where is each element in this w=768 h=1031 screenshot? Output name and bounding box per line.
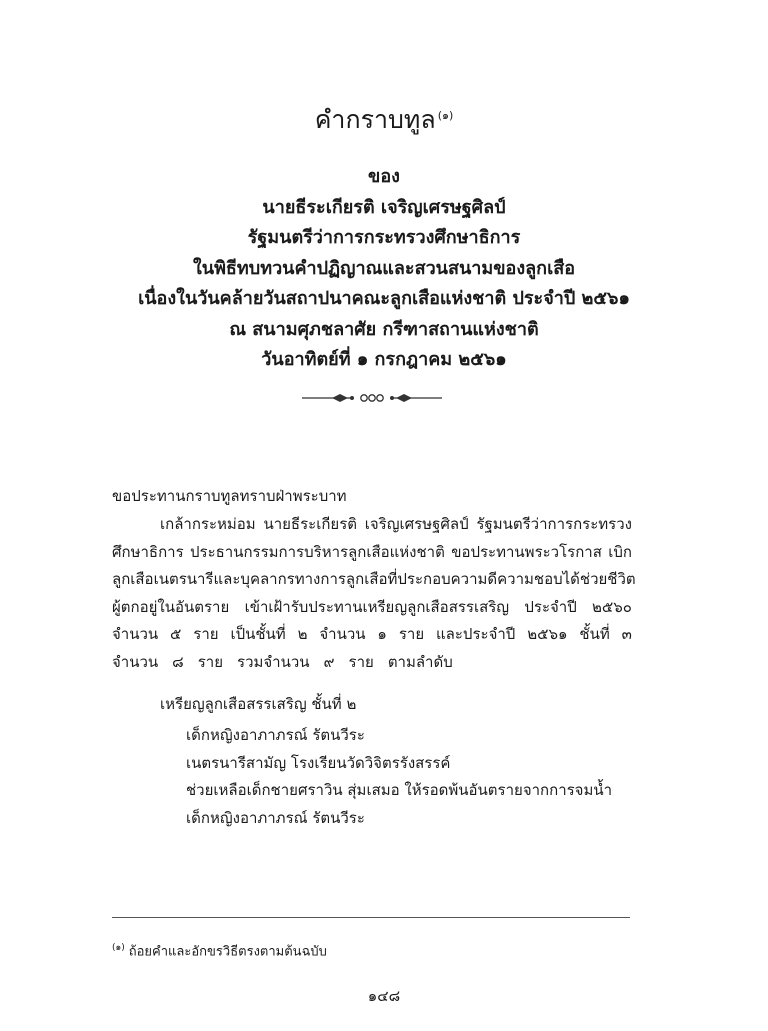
heading-line: รัฐมนตรีว่าการกระทรวงศึกษาธิการ xyxy=(247,227,521,248)
entry-line: เด็กหญิงอาภาภรณ์ รัตนวีระ xyxy=(186,726,365,744)
heading-line: ณ สนามศุภชลาศัย กรีฑาสถานแห่งชาติ xyxy=(229,318,539,340)
paragraph-word: ตามลำดับ xyxy=(387,652,453,671)
footnote-mark: (๑) xyxy=(112,943,125,953)
paragraph-word: ๙ xyxy=(323,652,335,671)
paragraph-word: ราย xyxy=(197,652,224,671)
paragraph-word: เกล้ากระหม่อม xyxy=(160,515,256,533)
paragraph-word: และบุคลากรทางการลูกเสือ xyxy=(213,570,388,588)
paragraph-line xyxy=(112,594,632,622)
page-number: ๑๔๘ xyxy=(367,987,401,1005)
paragraph-word: ราย xyxy=(398,625,425,643)
paragraph-word: ประจำปี xyxy=(524,597,577,616)
paragraph-word: ๒๕๖๐ xyxy=(592,597,632,616)
title-text: คำกราบทูล xyxy=(314,105,436,134)
paragraph-word: รัฐมนตรีว่าการกระทรวง xyxy=(476,515,632,533)
footnote xyxy=(112,938,327,962)
paragraph-word: จำนวน xyxy=(112,652,159,671)
heading-line: วันอาทิตย์ที่ ๑ กรกฎาคม ๒๕๖๑ xyxy=(261,349,507,370)
paragraph-word: เป็นชั้นที่ xyxy=(230,625,286,643)
paragraph-word: นายธีระเกียรติ xyxy=(263,515,357,533)
paragraph-line xyxy=(112,539,632,567)
body-paragraph xyxy=(112,511,636,676)
footnote-rule xyxy=(112,917,630,918)
page-title xyxy=(0,104,768,136)
paragraph-word: ลูกเสือ xyxy=(112,570,154,588)
paragraph-line xyxy=(112,621,632,649)
paragraph-line xyxy=(112,649,632,677)
paragraph-word: ได้ช่วยชีวิต xyxy=(562,570,636,588)
paragraph-word: เจริญเศรษฐศิลป์ xyxy=(364,515,469,533)
heading-line: ของ xyxy=(368,166,400,187)
paragraph-word: ๑ xyxy=(377,625,387,643)
paragraph-word: และประจำปี xyxy=(436,625,516,643)
paragraph-line xyxy=(112,566,636,594)
heading-block xyxy=(0,162,768,376)
paragraph-word: เนตรนารี xyxy=(153,570,214,588)
paragraph-word: เข้าเฝ้ารับประทานเหรียญลูกเสือสรรเสริญ xyxy=(244,597,510,616)
paragraph-word: ชั้นที่ xyxy=(579,625,610,643)
paragraph-word: ๒ xyxy=(297,625,308,643)
paragraph-word: ประธานกรรมการบริหารลูกเสือแห่งชาติ xyxy=(190,542,445,561)
paragraph-word: จำนวน xyxy=(319,625,366,643)
recipient-entries xyxy=(186,722,612,832)
heading-line: นายธีระเกียรติ เจริญเศรษฐศิลป์ xyxy=(262,196,506,218)
paragraph-word: ๕ xyxy=(170,625,182,643)
paragraph-word: ศึกษาธิการ xyxy=(112,542,184,561)
paragraph-word: ราย xyxy=(193,625,219,643)
paragraph-word: ผู้ตกอยู่ในอันตราย xyxy=(112,597,230,616)
paragraph-word: รวมจำนวน xyxy=(237,652,310,671)
paragraph-word: ๒๕๖๑ xyxy=(527,625,568,643)
medal-heading: เหรียญลูกเสือสรรเสริญ ชั้นที่ ๒ xyxy=(160,695,357,713)
title-footnote-mark: (๑) xyxy=(437,108,454,122)
salutation: ขอประทานกราบทูลทราบฝ่าพระบาท xyxy=(112,487,347,505)
entry-line: เด็กหญิงอาภาภรณ์ รัตนวีระ xyxy=(186,808,365,827)
paragraph-word: จำนวน xyxy=(112,625,159,643)
paragraph-word: ๘ xyxy=(172,652,184,671)
heading-line: เนื่องในวันคล้ายวันสถาปนาคณะลูกเสือแห่งชาติ ประจำปี ๒๕๖๑ xyxy=(138,288,630,309)
entry-line: ช่วยเหลือเด็กชายศราวิน สุ่มเสมอ ให้รอดพ้นอันตรายจากการจมน้ำ xyxy=(186,781,613,799)
paragraph-word: ขอประทานพระวโรกาส xyxy=(451,542,602,561)
paragraph-line xyxy=(112,511,632,539)
ornament-divider xyxy=(302,390,442,406)
paragraph-word: ราย xyxy=(348,652,374,671)
heading-line: ในพิธีทบทวนคำปฏิญาณและสวนสนามของลูกเสือ xyxy=(192,257,576,279)
paragraph-word: ๓ xyxy=(621,625,632,643)
footnote-text: ถ้อยคำและอักขรวิธีตรงตามต้นฉบับ xyxy=(128,944,327,960)
paragraph-word: ที่ประกอบความดีความชอบ xyxy=(387,570,563,588)
paragraph-word: เบิก xyxy=(608,542,632,561)
entry-line: เนตรนารีสามัญ โรงเรียนวัดวิจิตรรังสรรค์ xyxy=(186,753,451,772)
